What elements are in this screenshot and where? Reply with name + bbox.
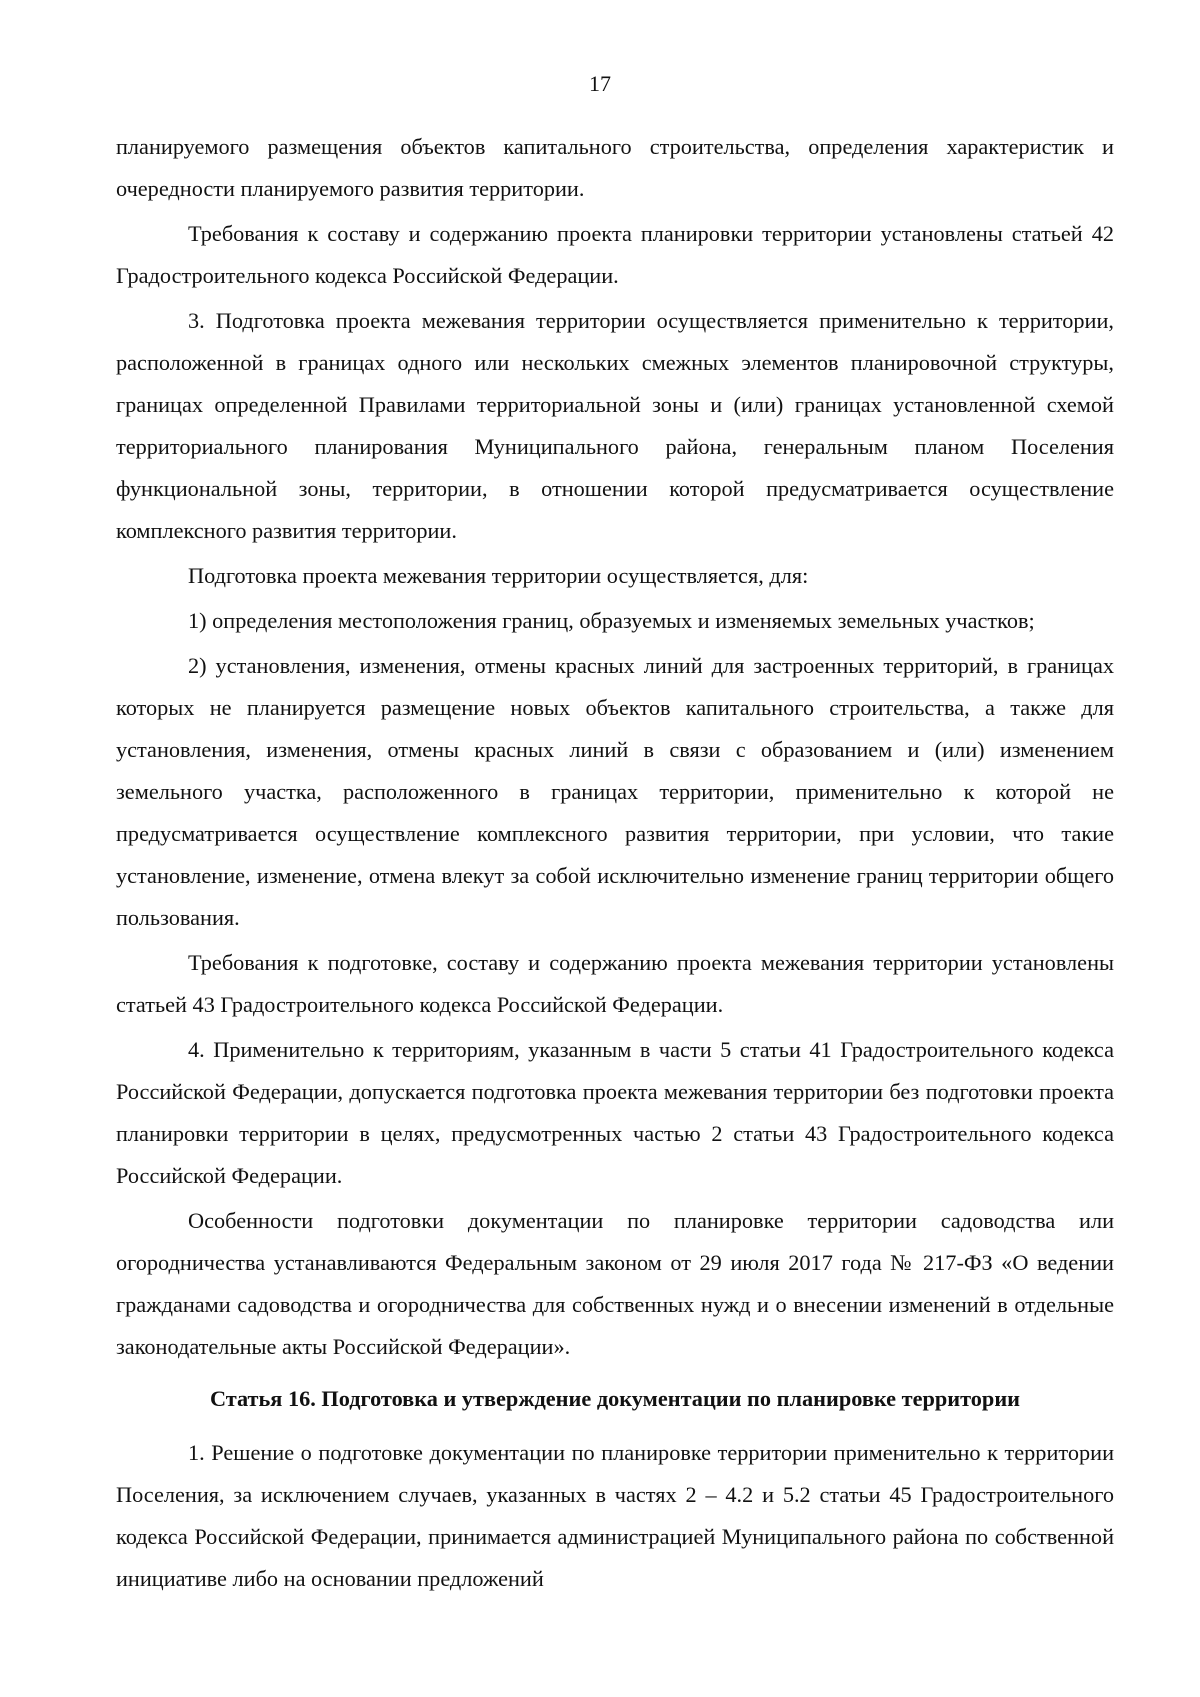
page-number: 17 [589,71,611,96]
paragraph-survey-requirements: Требования к подготовке, составу и содержанию проекта межевания территории установлены статьей 43 Градостроительного кодекса Российской Федерации. [116,950,1114,1017]
paragraph-purposes-intro: Подготовка проекта межевания территории осуществляется, для: [188,563,809,588]
paragraph-purpose-1: 1) определения местоположения границ, образуемых и изменяемых земельных участков; [188,608,1035,633]
paragraph-planning-requirements: Требования к составу и содержанию проекта планировки территории установлены статьей 42 Градостроительного кодекса Российской Федерации. [116,221,1114,288]
paragraph-purpose-2: 2) установления, изменения, отмены красных линий для застроенных территорий, в границах которых не планируется размещение новых объектов капитального строительства, а также для установления, изменения, отмены красных линий в связи с образованием и (или) изменением земельного участка, расположенного в границах территории, применительно к которой не предусматривается осуществление комплексного развития территории, при условии, что такие установление, изменение, отмена влекут за собой исключительно изменение границ территории общего пользования. [116,653,1114,930]
document-body [116,126,1114,1603]
paragraph-gardening-features: Особенности подготовки документации по планировке территории садоводства или огородничества устанавливаются Федеральным законом от 29 июля 2017 года № 217-ФЗ «О ведении гражданами садоводства и огородничества для собственных нужд и о внесении изменений в отдельные законодательные акты Российской Федерации». [116,1208,1114,1359]
paragraph-item-3: 3. Подготовка проекта межевания территории осуществляется применительно к территории, расположенной в границах одного или нескольких смежных элементов планировочной структуры, границах определенной Правилами территориальной зоны и (или) границах установленной схемой территориального планирования Муниципального района, генеральным планом Поселения функциональной зоны, территории, в отношении которой предусматривается осуществление комплексного развития территории. [116,308,1114,543]
paragraph-item-4: 4. Применительно к территориям, указанным в части 5 статьи 41 Градостроительного кодекса Российской Федерации, допускается подготовка проекта межевания территории без подготовки проекта планировки территории в целях, предусмотренных частью 2 статьи 43 Градостроительного кодекса Российской Федерации. [116,1037,1114,1188]
article-paragraph-1: 1. Решение о подготовке документации по планировке территории применительно к территории Поселения, за исключением случаев, указанных в частях 2 – 4.2 и 5.2 статьи 45 Градостроительного кодекса Российской Федерации, принимается администрацией Муниципального района по собственной инициативе либо на основании предложений [116,1440,1114,1591]
paragraph-continuation: планируемого размещения объектов капитального строительства, определения характеристик и очередности планируемого развития территории. [116,134,1114,201]
article-heading: Статья 16. Подготовка и утверждение документации по планировке территории [209,1386,1021,1411]
